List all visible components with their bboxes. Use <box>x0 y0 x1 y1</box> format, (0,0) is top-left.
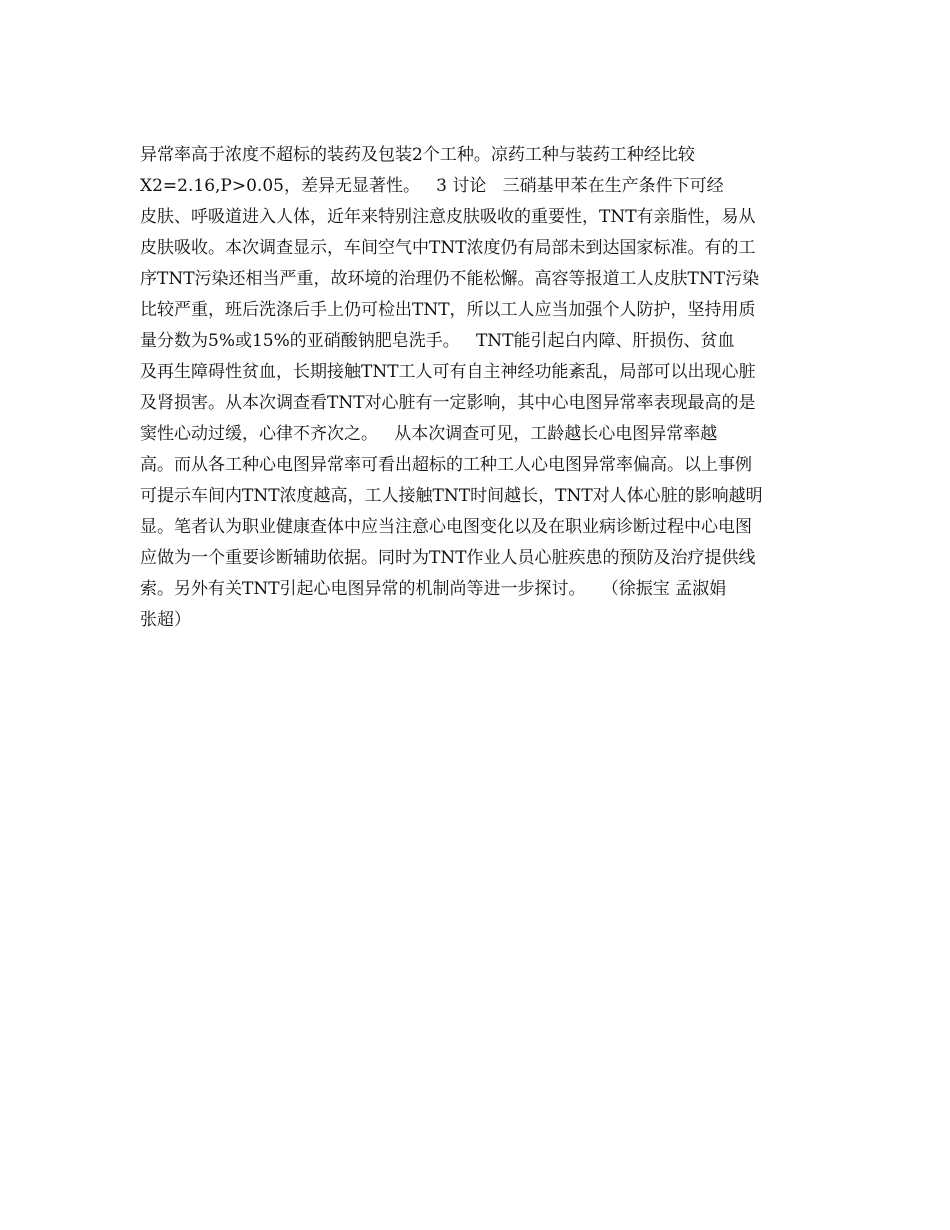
text-line: 高。而从各工种心电图异常率可看出超标的工种工人心电图异常率偏高。以上事例 <box>140 455 752 475</box>
text-line: 皮肤、呼吸道进入人体，近年来特别注意皮肤吸收的重要性，TNT有亲脂性，易从 <box>140 207 756 227</box>
text-line: 应做为一个重要诊断辅助依据。同时为TNT作业人员心脏疾患的预防及治疗提供线 <box>140 548 756 568</box>
text-line: 窦性心动过缓，心律不齐次之。 从本次调查可见，工龄越长心电图异常率越 <box>140 424 718 444</box>
text-line: 异常率高于浓度不超标的装药及包装2个工种。凉药工种与装药工种经比较 <box>140 145 695 165</box>
text-line: 显。笔者认为职业健康查体中应当注意心电图变化以及在职业病诊断过程中心电图 <box>140 517 752 537</box>
text-line: 序TNT污染还相当严重，故环境的治理仍不能松懈。高容等报道工人皮肤TNT污染 <box>140 269 760 289</box>
text-line: 及肾损害。从本次调查看TNT对心脏有一定影响，其中心电图异常率表现最高的是 <box>140 393 756 413</box>
text-line: X2=2.16,P>0.05，差异无显著性。 3 讨论 三硝基甲苯在生产条件下可经 <box>140 176 724 196</box>
text-line: 皮肤吸收。本次调查显示，车间空气中TNT浓度仍有局部未到达国家标准。有的工 <box>140 238 756 258</box>
body-text <box>140 140 812 636</box>
text-line: 可提示车间内TNT浓度越高，工人接触TNT时间越长，TNT对人体心脏的影响越明 <box>140 486 763 506</box>
text-line: 量分数为5%或15%的亚硝酸钠肥皂洗手。 TNT能引起白内障、肝损伤、贫血 <box>140 331 735 351</box>
text-line: 张超） <box>140 610 191 630</box>
text-line: 比较严重，班后洗涤后手上仍可检出TNT，所以工人应当加强个人防护，坚持用质 <box>140 300 756 320</box>
text-line: 索。另外有关TNT引起心电图异常的机制尚等进一步探讨。 （徐振宝 孟淑娟 <box>140 579 727 599</box>
text-line: 及再生障碍性贫血，长期接触TNT工人可有自主神经功能紊乱，局部可以出现心脏 <box>140 362 756 382</box>
